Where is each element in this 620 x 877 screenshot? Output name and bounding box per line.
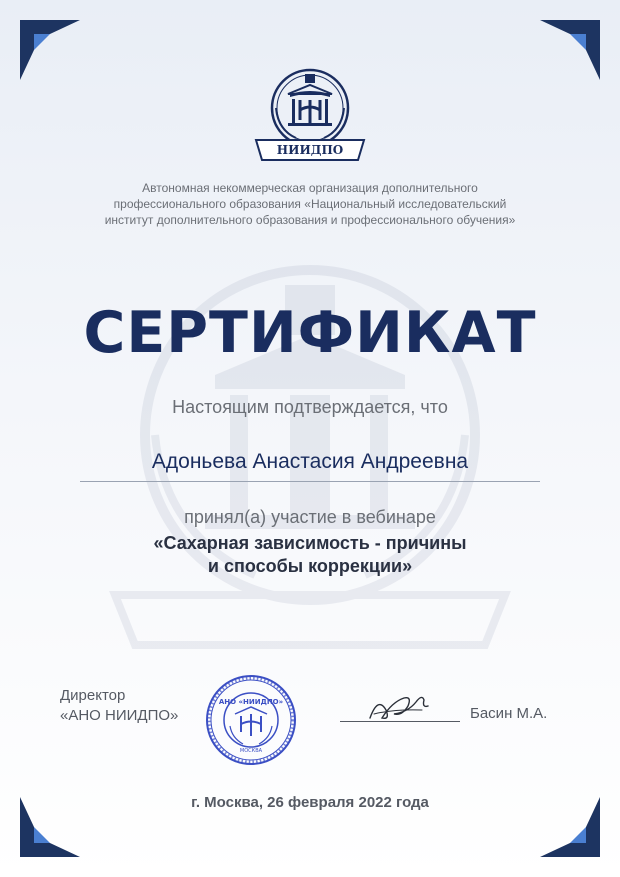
webinar-title-line-1: «Сахарная зависимость - причины [153, 533, 467, 553]
director-title: Директор [60, 687, 126, 704]
official-stamp [205, 674, 297, 766]
director-block [60, 686, 178, 726]
organization-line-3: институт дополнительного образования и профессионального обучения» [104, 213, 516, 227]
webinar-title [0, 532, 620, 578]
director-organization: «АНО НИИДПО» [60, 707, 179, 724]
organization-line-1: Автономная некоммерческая организация дополнительного [142, 181, 478, 195]
stamp-text: АНО «НИИДПО» [218, 698, 284, 706]
signature-line [340, 721, 460, 722]
issue-place-date: г. Москва, 26 февраля 2022 года [191, 794, 429, 811]
niidpo-logo [252, 64, 368, 164]
organization-name [40, 180, 580, 228]
corner-decoration-top-right [540, 20, 600, 80]
recipient-name: Адоньева Анастасия Андреевна [151, 450, 469, 473]
stamp-city: МОСКВА [239, 748, 263, 754]
logo-text: НИИДПО [276, 143, 344, 157]
name-underline [80, 481, 540, 482]
certificate-title: СЕРТИФИКАТ [83, 300, 537, 366]
signer-name: Басин М.А. [470, 705, 548, 722]
participation-text: принял(а) участие в вебинаре [184, 507, 436, 527]
organization-line-2: профессионального образования «Национальный исследовательский [113, 197, 507, 211]
webinar-title-line-2: и способы коррекции» [207, 556, 413, 576]
corner-decoration-top-left [20, 20, 80, 80]
confirm-text: Настоящим подтверждается, что [172, 397, 448, 417]
